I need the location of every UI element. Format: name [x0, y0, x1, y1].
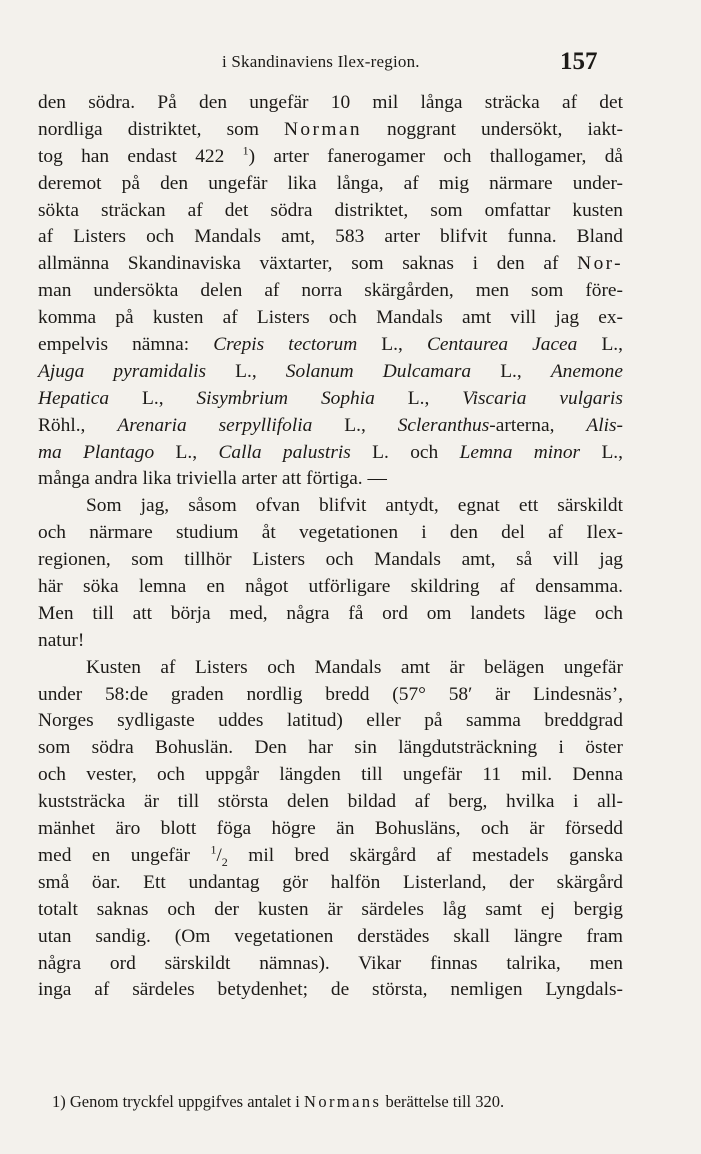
text-line: mänhet äro blott föga högre än Bohusläns, och är försedd: [38, 818, 623, 840]
text-line: kuststräcka är till största delen bildad af berg, hvilka i all-: [38, 791, 623, 813]
footnote-rule: [38, 1080, 98, 1081]
text-line: empelvis nämna: Crepis tectorum L., Centaurea Jacea L.,: [38, 334, 623, 356]
footnote: 1) Genom tryckfel uppgifves antalet i Normans berättelse till 320.: [52, 1092, 505, 1111]
text-line: utan sandig. (Om vegetationen derstädes skall längre fram: [38, 925, 623, 947]
text-line: med en ungefär $^1/_2$ mil bred skärgård af mestadels ganska: [38, 842, 623, 869]
text-line: man undersökta delen af norra skärgården, men som före-: [38, 280, 623, 302]
text-line: tog han endast 422 $^1$) arter fanerogamer och thallogamer, då: [38, 143, 623, 167]
text-line: Hepatica L., Sisymbrium Sophia L., Viscaria vulgaris: [38, 387, 623, 409]
text-line: och vester, och uppgår längden till ungefär 11 mil. Denna: [38, 764, 623, 786]
body-text: [38, 90, 623, 1004]
text-line: allmänna Skandinaviska växtarter, som saknas i den af Nor-: [38, 253, 623, 275]
text-line: som södra Bohuslän. Den har sin längdutsträckning i öster: [38, 737, 623, 759]
text-line: Röhl., Arenaria serpyllifolia L., Scleranthus-arterna, Alis-: [38, 414, 623, 436]
text-line: nordliga distriktet, som Norman noggrant undersökt, iakt-: [38, 118, 623, 140]
text-line: här söka lemna en något utförligare skildring af densamma.: [38, 576, 623, 598]
text-line: regionen, som tillhör Listers och Mandals amt, så vill jag: [38, 549, 623, 571]
text-line: under 58:de graden nordlig bredd (57° 58′ är Lindesnäs’,: [38, 683, 623, 705]
footnote-marker: 1: [242, 143, 249, 158]
running-head: i Skandinaviens Ilex-region.: [222, 52, 420, 71]
text-line: Men till att börja med, några få ord om landets läge och: [38, 602, 623, 624]
text-line: och närmare studium åt vegetationen i den del af Ilex-: [38, 522, 623, 544]
text-line: natur!: [38, 629, 85, 651]
text-line: komma på kusten af Listers och Mandals amt vill jag ex-: [38, 307, 623, 329]
text-line: små öar. Ett undantag gör halfön Listerland, der skärgård: [38, 871, 623, 893]
text-line: många andra lika triviella arter att förtiga. —: [38, 468, 387, 490]
page-number: 157: [560, 48, 598, 75]
text-line: sökta sträckan af det södra distriktet, som omfattar kusten: [38, 199, 623, 221]
text-line: Ajuga pyramidalis L., Solanum Dulcamara L., Anemone: [38, 360, 623, 382]
text-line: af Listers och Mandals amt, 583 arter blifvit funna. Bland: [38, 226, 623, 248]
text-line: några ord särskildt nämnas). Vikar finnas talrika, men: [38, 952, 623, 974]
text-line: ma Plantago L., Calla palustris L. och Lemna minor L.,: [38, 441, 623, 463]
text-line: den södra. På den ungefär 10 mil långa sträcka af det: [38, 92, 623, 113]
text-line: Norges sydligaste uddes latitud) eller på samma breddgrad: [38, 710, 623, 732]
text-line: deremot på den ungefär lika långa, af mig närmare under-: [38, 172, 623, 194]
text-line: Kusten af Listers och Mandals amt är belägen ungefär: [86, 656, 623, 678]
text-line: totalt saknas och der kusten är särdeles låg samt ej bergig: [38, 898, 623, 920]
page-header: [0, 48, 701, 78]
text-line: inga af särdeles betydenhet; de största, nemligen Lyngdals-: [38, 979, 623, 1001]
text-line: Som jag, såsom ofvan blifvit antydt, egnat ett särskildt: [86, 495, 623, 517]
